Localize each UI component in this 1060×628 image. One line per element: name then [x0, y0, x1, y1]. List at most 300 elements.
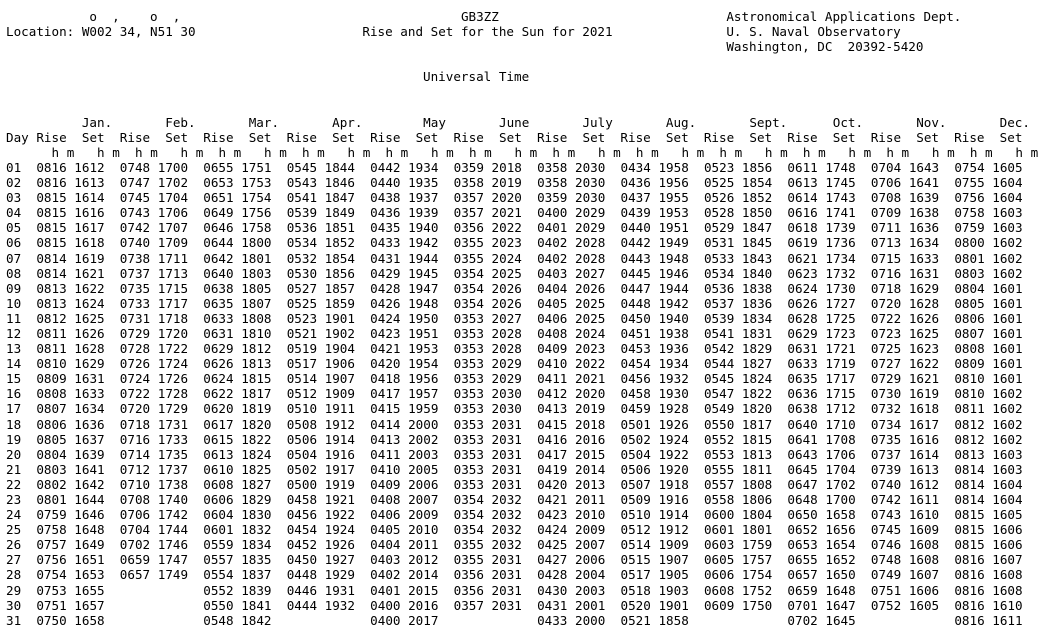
rise-time: 0653	[203, 175, 234, 191]
set-time: 1704	[825, 461, 856, 477]
set-time: 1751	[241, 159, 272, 175]
rise-time: 0554	[203, 567, 234, 583]
rise-time: 0552	[703, 431, 735, 447]
set-time: 1922	[324, 507, 355, 523]
set-time: 2027	[575, 265, 606, 281]
set-time: 1916	[658, 492, 689, 507]
rise-time: 0626	[203, 356, 234, 372]
set-time: 1732	[825, 265, 856, 281]
set-time: 1827	[741, 356, 773, 372]
rise-time: 0413	[537, 401, 568, 417]
unit-h: h	[385, 144, 394, 160]
rise-time: 0506	[286, 431, 318, 447]
set-time: 1603	[992, 220, 1023, 236]
set-time: 2002	[408, 431, 439, 447]
set-time: 2021	[491, 205, 522, 221]
unit-h: h	[97, 144, 105, 160]
unit-h: h	[681, 144, 690, 160]
set-time: 1605	[992, 507, 1023, 523]
set-time: 1613	[908, 461, 940, 477]
rise-time: 0431	[370, 250, 401, 266]
set-time: 1956	[658, 175, 689, 191]
set-time: 1629	[74, 356, 105, 372]
day-number: 31	[6, 612, 22, 628]
unit-h: h	[51, 144, 60, 160]
month-header-9: Sept.	[749, 114, 788, 130]
rise-header: Rise	[119, 129, 151, 145]
set-time: 1655	[74, 582, 105, 598]
rise-time: 0354	[453, 522, 484, 538]
rise-time: 0605	[703, 552, 735, 568]
rise-time: 0735	[119, 280, 151, 296]
set-time: 1706	[825, 446, 856, 462]
rise-time: 0433	[370, 235, 401, 251]
set-time: 1636	[74, 416, 105, 432]
set-time: 2017	[408, 612, 439, 628]
rise-time: 0738	[119, 250, 151, 266]
set-time: 1747	[157, 552, 189, 568]
rise-time: 0649	[203, 205, 234, 221]
set-time: 1951	[658, 220, 689, 236]
unit-h: h	[430, 144, 439, 160]
set-time: 1750	[741, 597, 773, 613]
rise-time: 0758	[36, 522, 67, 538]
rise-time: 0419	[537, 461, 568, 477]
rise-time: 0739	[870, 461, 902, 477]
rise-time: 0430	[537, 582, 568, 598]
set-time: 1720	[157, 325, 189, 341]
rise-time: 0815	[954, 537, 985, 553]
month-header-7: July	[582, 114, 613, 130]
rise-time: 0723	[870, 325, 902, 341]
set-time: 1829	[241, 492, 272, 507]
set-time: 1924	[658, 431, 689, 447]
rise-time: 0813	[36, 280, 67, 296]
rise-time: 0758	[954, 205, 985, 221]
rise-time: 0530	[286, 265, 318, 281]
rise-time: 0534	[703, 265, 735, 281]
rise-time: 0527	[286, 280, 318, 296]
unit-h: h	[848, 144, 856, 160]
rise-time: 0553	[703, 446, 735, 462]
month-header-11: Nov.	[916, 114, 947, 130]
table-row	[6, 613, 1023, 628]
observatory: U. S. Naval Observatory	[726, 24, 901, 40]
set-time: 1606	[908, 582, 940, 598]
rise-time: 0808	[36, 386, 67, 402]
set-time: 1610	[908, 507, 940, 523]
unit-m: m	[818, 144, 826, 160]
rise-time: 0613	[203, 446, 234, 462]
set-time: 1822	[241, 431, 272, 447]
rise-time: 0543	[286, 175, 318, 191]
rise-time: 0353	[453, 356, 484, 372]
set-header: Set	[415, 129, 439, 145]
set-time: 1734	[825, 250, 856, 266]
rise-time: 0805	[954, 295, 985, 311]
rise-time: 0648	[787, 492, 818, 507]
set-time: 1646	[74, 507, 105, 523]
set-time: 1602	[992, 250, 1023, 266]
table-row	[6, 417, 1023, 432]
set-time: 1653	[74, 567, 105, 583]
day-number: 06	[6, 235, 22, 251]
set-time: 1648	[825, 582, 856, 598]
rise-time: 0539	[703, 310, 735, 326]
rise-time: 0814	[954, 476, 985, 492]
set-time: 1604	[992, 492, 1023, 507]
rise-time: 0745	[119, 190, 151, 206]
table-row	[6, 537, 1023, 552]
set-time: 1936	[658, 341, 689, 357]
table-row	[6, 552, 1023, 567]
set-header: Set	[81, 129, 105, 145]
rise-time: 0640	[787, 416, 818, 432]
rise-time: 0514	[620, 537, 651, 553]
set-time: 2030	[575, 175, 606, 191]
set-time: 1844	[324, 159, 355, 175]
set-time: 1647	[825, 597, 856, 613]
set-time: 2015	[408, 582, 439, 598]
rise-time: 0735	[870, 431, 902, 447]
rise-time: 0427	[537, 552, 568, 568]
set-time: 2031	[491, 461, 522, 477]
day-number: 18	[6, 416, 22, 432]
rise-time: 0448	[286, 567, 318, 583]
set-time: 2022	[575, 356, 606, 372]
table-row	[6, 477, 1023, 492]
set-header: Set	[582, 129, 606, 145]
set-time: 1637	[74, 431, 105, 447]
set-time: 1608	[992, 582, 1023, 598]
rise-time: 0357	[453, 190, 484, 206]
rise-time: 0816	[954, 612, 985, 628]
rise-time: 0353	[453, 446, 484, 462]
set-time: 1856	[324, 265, 355, 281]
set-time: 2025	[575, 295, 606, 311]
rise-time: 0537	[703, 295, 735, 311]
set-time: 1639	[908, 190, 940, 206]
rise-time: 0444	[286, 597, 318, 613]
set-time: 1926	[324, 537, 355, 553]
rise-time: 0615	[203, 431, 234, 447]
rise-time: 0806	[954, 310, 985, 326]
sunrise-sunset-table	[6, 9, 1060, 628]
set-time: 2011	[408, 537, 439, 553]
rise-time: 0811	[36, 341, 67, 357]
rise-header: Rise	[286, 129, 317, 145]
rise-time: 0412	[537, 386, 568, 402]
set-time: 1942	[408, 235, 439, 251]
day-number: 09	[6, 280, 22, 296]
rise-time: 0353	[453, 461, 484, 477]
time-zone: Universal Time	[423, 69, 530, 85]
unit-m: m	[484, 144, 492, 160]
set-time: 2032	[491, 537, 522, 553]
unit-m: m	[696, 144, 705, 160]
set-time: 1740	[157, 492, 189, 507]
rise-time: 0733	[119, 295, 151, 311]
rise-time: 0740	[119, 235, 151, 251]
rise-time: 0750	[36, 612, 67, 628]
rise-time: 0638	[787, 401, 818, 417]
rise-time: 0526	[703, 190, 735, 206]
set-time: 1847	[324, 190, 355, 206]
table-row	[6, 598, 1023, 613]
set-time: 1601	[992, 341, 1023, 357]
rise-time: 0423	[537, 507, 568, 523]
set-time: 1928	[658, 401, 689, 417]
rise-time: 0410	[537, 356, 568, 372]
set-time: 1702	[157, 175, 189, 191]
rise-time: 0806	[36, 416, 67, 432]
set-time: 1909	[658, 537, 689, 553]
table-row	[6, 205, 1023, 220]
rise-time: 0411	[537, 371, 568, 387]
set-time: 2014	[408, 567, 439, 583]
set-time: 1808	[241, 310, 272, 326]
unit-m: m	[446, 144, 454, 160]
unit-m: m	[195, 144, 204, 160]
station-name: GB3ZZ	[460, 9, 499, 24]
rise-time: 0424	[537, 522, 568, 538]
rise-time: 0718	[119, 416, 151, 432]
rise-time: 0409	[537, 341, 568, 357]
rise-time: 0618	[787, 220, 818, 236]
set-time: 1642	[74, 476, 105, 492]
set-header: Set	[665, 129, 689, 145]
rise-time: 0613	[787, 175, 818, 191]
unit-m: m	[112, 144, 120, 160]
set-time: 2032	[491, 507, 522, 523]
set-time: 1834	[741, 310, 773, 326]
unit-h: h	[552, 144, 561, 160]
rise-time: 0401	[370, 582, 401, 598]
set-time: 1917	[324, 461, 355, 477]
set-time: 1953	[408, 341, 439, 357]
set-time: 1700	[157, 159, 189, 175]
rise-time: 0354	[453, 492, 484, 507]
set-time: 1729	[157, 401, 189, 417]
set-time: 1650	[825, 567, 856, 583]
set-time: 2029	[575, 205, 606, 221]
set-time: 2030	[575, 190, 606, 206]
rise-time: 0549	[703, 401, 735, 417]
rise-time: 0650	[787, 507, 818, 523]
rise-time: 0638	[203, 280, 234, 296]
set-time: 1926	[658, 416, 689, 432]
set-time: 1835	[241, 552, 272, 568]
rise-time: 0659	[119, 552, 151, 568]
set-time: 2018	[575, 416, 606, 432]
set-time: 1654	[825, 537, 856, 553]
set-time: 1916	[324, 446, 355, 462]
set-time: 1934	[658, 356, 689, 372]
rise-time: 0402	[537, 250, 568, 266]
rise-time: 0655	[787, 552, 818, 568]
set-time: 1958	[658, 159, 689, 175]
rise-time: 0353	[453, 476, 484, 492]
rise-time: 0428	[370, 280, 401, 296]
rise-time: 0606	[703, 567, 735, 583]
set-time: 1739	[825, 220, 856, 236]
rise-time: 0756	[954, 190, 985, 206]
set-time: 2031	[491, 582, 522, 598]
set-time: 2025	[575, 310, 606, 326]
rise-time: 0405	[537, 295, 568, 311]
rise-time: 0547	[703, 386, 735, 402]
set-time: 1918	[658, 476, 689, 492]
rise-time: 0610	[203, 461, 234, 477]
set-time: 1601	[992, 371, 1023, 387]
set-time: 1811	[741, 461, 773, 477]
set-time: 1745	[825, 175, 856, 191]
set-time: 1935	[408, 175, 439, 191]
rise-time: 0729	[870, 371, 902, 387]
set-time: 1829	[741, 341, 773, 357]
rise-time: 0402	[537, 235, 568, 251]
rise-time: 0742	[870, 492, 902, 507]
rise-time: 0603	[703, 537, 735, 553]
set-time: 1841	[241, 597, 272, 613]
set-time: 1807	[241, 295, 272, 311]
rise-time: 0544	[703, 356, 735, 372]
day-column-header: Day	[6, 129, 29, 145]
rise-time: 0800	[954, 235, 985, 251]
set-time: 1604	[992, 190, 1023, 206]
rise-time: 0635	[787, 371, 818, 387]
rise-time: 0708	[870, 190, 902, 206]
rise-time: 0353	[453, 416, 484, 432]
set-time: 1813	[241, 356, 272, 372]
rise-time: 0404	[537, 280, 568, 296]
set-time: 1831	[741, 325, 773, 341]
set-time: 1929	[324, 567, 355, 583]
set-time: 1812	[241, 341, 272, 357]
rise-time: 0756	[36, 552, 67, 568]
set-header: Set	[499, 129, 522, 145]
set-time: 1601	[992, 295, 1023, 311]
set-time: 1951	[408, 325, 439, 341]
rise-time: 0755	[954, 175, 985, 191]
set-time: 1621	[74, 265, 105, 281]
rise-time: 0428	[537, 567, 568, 583]
set-time: 1651	[74, 552, 105, 568]
table-row	[6, 251, 1023, 266]
rise-time: 0517	[286, 356, 318, 372]
rise-time: 0454	[286, 522, 318, 538]
unit-h: h	[218, 144, 227, 160]
set-time: 1612	[74, 159, 105, 175]
set-time: 1626	[74, 325, 105, 341]
rise-time: 0813	[954, 446, 985, 462]
rise-time: 0557	[703, 476, 735, 492]
table-row	[6, 281, 1023, 296]
table-row	[6, 356, 1023, 371]
set-time: 2028	[491, 325, 522, 341]
unit-h: h	[597, 144, 606, 160]
unit-m: m	[279, 144, 287, 160]
set-time: 1704	[157, 190, 189, 206]
set-time: 1754	[241, 190, 272, 206]
rise-time: 0606	[203, 492, 234, 507]
set-time: 1839	[241, 582, 272, 598]
set-time: 1614	[908, 446, 940, 462]
rise-time: 0404	[370, 537, 401, 553]
rise-time: 0356	[453, 582, 484, 598]
set-time: 1604	[992, 476, 1023, 492]
rise-time: 0447	[620, 280, 651, 296]
rise-time: 0621	[787, 250, 818, 266]
rise-time: 0659	[787, 582, 818, 598]
set-time: 1956	[408, 371, 439, 387]
set-time: 1815	[241, 371, 272, 387]
rise-time: 0713	[870, 235, 902, 251]
rise-time: 0812	[954, 431, 985, 447]
set-time: 1859	[324, 295, 355, 311]
set-time: 1644	[74, 492, 105, 507]
rise-time: 0801	[954, 250, 985, 266]
rise-time: 0600	[703, 507, 735, 523]
month-header-2: Feb.	[165, 114, 196, 130]
rise-time: 0446	[286, 582, 318, 598]
unit-h: h	[635, 144, 644, 160]
set-time: 1719	[825, 356, 856, 372]
table-row	[6, 296, 1023, 311]
rise-time: 0358	[453, 175, 484, 191]
rise-time: 0542	[703, 341, 735, 357]
set-time: 1730	[825, 280, 856, 296]
day-number: 24	[6, 507, 22, 523]
rise-time: 0810	[954, 371, 985, 387]
rise-time: 0536	[703, 280, 735, 296]
rise-header: Rise	[203, 129, 234, 145]
set-time: 1914	[658, 507, 689, 523]
rise-time: 0507	[620, 476, 651, 492]
day-number: 01	[6, 159, 22, 175]
set-time: 1752	[741, 582, 773, 598]
set-time: 1723	[825, 325, 856, 341]
set-time: 1930	[658, 386, 689, 402]
set-time: 2020	[491, 190, 522, 206]
unit-m: m	[317, 144, 325, 160]
rise-time: 0403	[370, 552, 401, 568]
set-time: 1817	[241, 386, 272, 402]
set-time: 1805	[241, 280, 272, 296]
set-time: 1606	[992, 522, 1023, 538]
rise-time: 0414	[370, 416, 401, 432]
rise-time: 0804	[36, 446, 67, 462]
set-time: 1905	[658, 567, 689, 583]
table-row	[6, 311, 1023, 326]
rise-time: 0451	[620, 325, 651, 341]
set-time: 1759	[741, 537, 773, 553]
rise-time: 0424	[370, 310, 401, 326]
rise-time: 0704	[119, 522, 151, 538]
rise-time: 0502	[286, 461, 318, 477]
table-row	[6, 235, 1023, 250]
rise-time: 0406	[537, 310, 568, 326]
rise-time: 0443	[620, 250, 651, 266]
set-time: 1626	[908, 310, 940, 326]
rise-time: 0502	[620, 431, 651, 447]
set-time: 1603	[992, 461, 1023, 477]
day-number: 16	[6, 386, 22, 402]
set-time: 2004	[575, 567, 606, 583]
rise-time: 0512	[286, 386, 318, 402]
rise-time: 0359	[453, 159, 484, 175]
set-time: 2007	[575, 537, 606, 553]
